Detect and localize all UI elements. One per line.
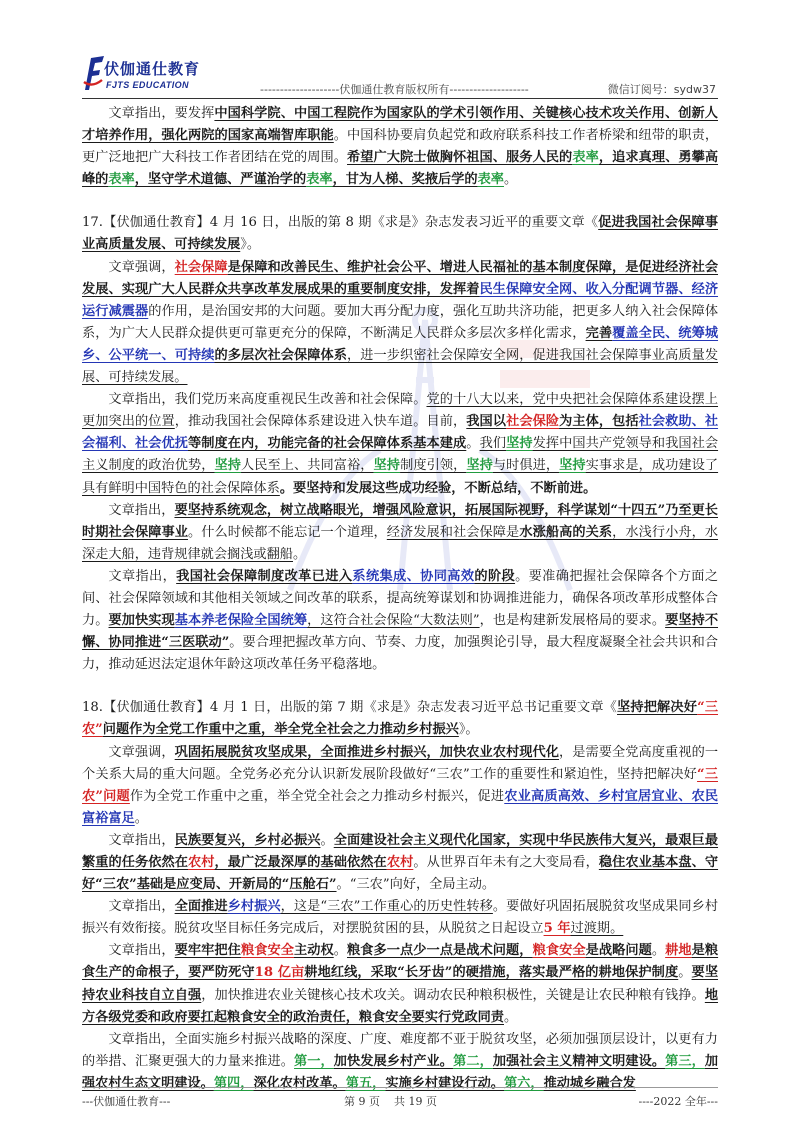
fj-logo-icon	[82, 52, 106, 92]
header-divider	[82, 98, 718, 99]
paragraph: 文章指出，我们党历来高度重视民生改善和社会保障。党的十八大以来，党中央把社会保障体系建设摆上更加突出的位置，推动我国社会保障体系建设进入快车道。目前，我国以社会保险为主体，包括社会救助、社会福利、社会优抚等制度在内，功能完备的社会保障体系基本建成。我们坚持发挥中国共产党领导和我国社会主义制度的政治优势，坚持人民至上、共同富裕，坚持制度引领，坚持与时俱进，坚持实事求是，成功建设了具有鲜明中国特色的社会保障体系。要坚持和发展这些成功经验，不断总结，不断前进。	[82, 392, 719, 496]
paragraph: 文章强调，社会保障是保障和改善民生、维护社会公平、增进人民福祉的基本制度保障，是促进经济社会发展、实现广大人民群众共享改革发展成果的重要制度安排，发挥着民生保障安全网、收入分配调节器、经济运行减震器的作用，是治国安邦的大问题。要加大再分配力度，强化互助共济功能，把更多人纳入社会保障体系，为广大人民群众提供更可靠更充分的保障，不断满足人民群众多层次多样化需求，完善覆盖全民、统筹城乡、公平统一、可持续的多层次社会保障体系，进一步织密社会保障安全网，促进我国社会保障事业高质量发展、可持续发展。	[82, 259, 719, 386]
paragraph: 文章指出，要发挥中国科学院、中国工程院作为国家队的学术引领作用、关键核心技术攻关作用、创新人才培养作用，强化两院的国家高端智库职能。中国科协要肩负起党和政府联系科技工作者桥梁和纽带的职责，更广泛地把广大科技工作者团结在党的周围。希望广大院士做胸怀祖国、服务人民的表率，追求真理、勇攀高峰的表率，坚守学术道德、严谨治学的表率，甘为人梯、奖掖后学的表率。	[82, 106, 719, 188]
item-18-title: 18.【伏伽通仕教育】4 月 1 日，出版的第 7 期《求是》杂志发表习近平总书记重要文章《坚持把解决好“三农”问题作为全党工作重中之重，举全党全社会之力推动乡村振兴》。	[82, 700, 719, 738]
paragraph: 文章强调，巩固拓展脱贫攻坚成果，全面推进乡村振兴，加快农业农村现代化，是需要全党高度重视的一个关系大局的重大问题。全党务必充分认识新发展阶段做好“三农”工作的重要性和紧迫性，坚持把解决好“三农”问题作为全党工作重中之重，举全党全社会之力推动乡村振兴，促进农业高质高效、乡村宜居宜业、农民富裕富足。	[82, 744, 719, 826]
paragraph: 文章指出，我国社会保障制度改革已进入系统集成、协同高效的阶段。要准确把握社会保障各个方面之间、社会保障领域和其他相关领域之间改革的联系，提高统筹谋划和协调推进能力，确保各项改革形成整体合力。要加快实现基本养老保险全国统筹，这符合社会保险“大数法则”，也是构建新发展格局的要求。要坚持不懈、协同推进“三医联动”。要合理把握改革方向、节奏、力度，加强舆论引导，最大程度凝聚全社会共识和合力，推动延迟法定退休年龄这项改革任务平稳落地。	[82, 568, 719, 673]
footer-year: ----2022 全年---	[638, 1095, 718, 1108]
page-number: 第 9 页 共 19 页	[344, 1095, 437, 1108]
total-pages: 共 19 页	[394, 1095, 437, 1108]
paragraph: 文章指出，民族要复兴，乡村必振兴。全面建设社会主义现代化国家，实现中华民族伟大复兴，最艰巨最繁重的任务依然在农村，最广泛最深厚的基础依然在农村。从世界百年未有之大变局看，稳住农业基本盘、守好“三农”基础是应变局、开新局的“压舱石”。“三农”向好，全局主动。	[82, 832, 719, 893]
footer-divider	[82, 1087, 718, 1088]
item-17-title: 17.【伏伽通仕教育】4 月 16 日，出版的第 8 期《求是》杂志发表习近平的重要文章《促进我国社会保障事业高质量发展、可持续发展》。	[82, 215, 719, 253]
footer-brand: ---伏伽通仕教育---	[82, 1095, 171, 1108]
paragraph: 文章指出，全面推进乡村振兴，这是“三农”工作重心的历史性转移。要做好巩固拓展脱贫攻坚成果同乡村振兴有效衔接。脱贫攻坚目标任务完成后，对摆脱贫困的县，从脱贫之日起设立5 年过渡期。	[82, 899, 719, 937]
article-body	[82, 103, 718, 1095]
logo-title: 伏伽通仕教育	[104, 60, 201, 78]
logo-subtitle: FJTS EDUCATION	[106, 80, 189, 90]
copyright-notice: --------------------伏伽通仕教育版权所有--------------------	[260, 83, 529, 96]
page-footer	[82, 1093, 718, 1109]
paragraph: 文章指出，要坚持系统观念，树立战略眼光，增强风险意识，拓展国际视野，科学谋划“十四五”乃至更长时期社会保障事业。什么时候都不能忘记一个道理，经济发展和社会保障是水涨船高的关系，水浅行小舟，水深走大船，违背规律就会搁浅或翻船。	[82, 502, 719, 562]
page-header	[82, 52, 718, 98]
paragraph: 文章指出，全面实施乡村振兴战略的深度、广度、难度都不亚于脱贫攻坚，必须加强顶层设计，以更有力的举措、汇聚更强大的力量来推进。第一，加快发展乡村产业。第二，加强社会主义精神文明建设。第三，加强农村生态文明建设。第四，深化农村改革。第五，实施乡村建设行动。第六，推动城乡融合发	[82, 1031, 719, 1091]
wechat-account: 微信订阅号：sydw37	[607, 83, 716, 96]
paragraph: 文章指出，要牢牢把住粮食安全主动权。粮食多一点少一点是战术问题，粮食安全是战略问题。耕地是粮食生产的命根子，要严防死守18 亿亩耕地红线，采取“长牙齿”的硬措施，落实最严格的耕地保护制度。要坚持农业科技自立自强，加快推进农业关键核心技术攻关。调动农民种粮积极性，关键是让农民种粮有钱挣。地方各级党委和政府要扛起粮食安全的政治责任，粮食安全要实行党政同责。	[82, 943, 719, 1025]
